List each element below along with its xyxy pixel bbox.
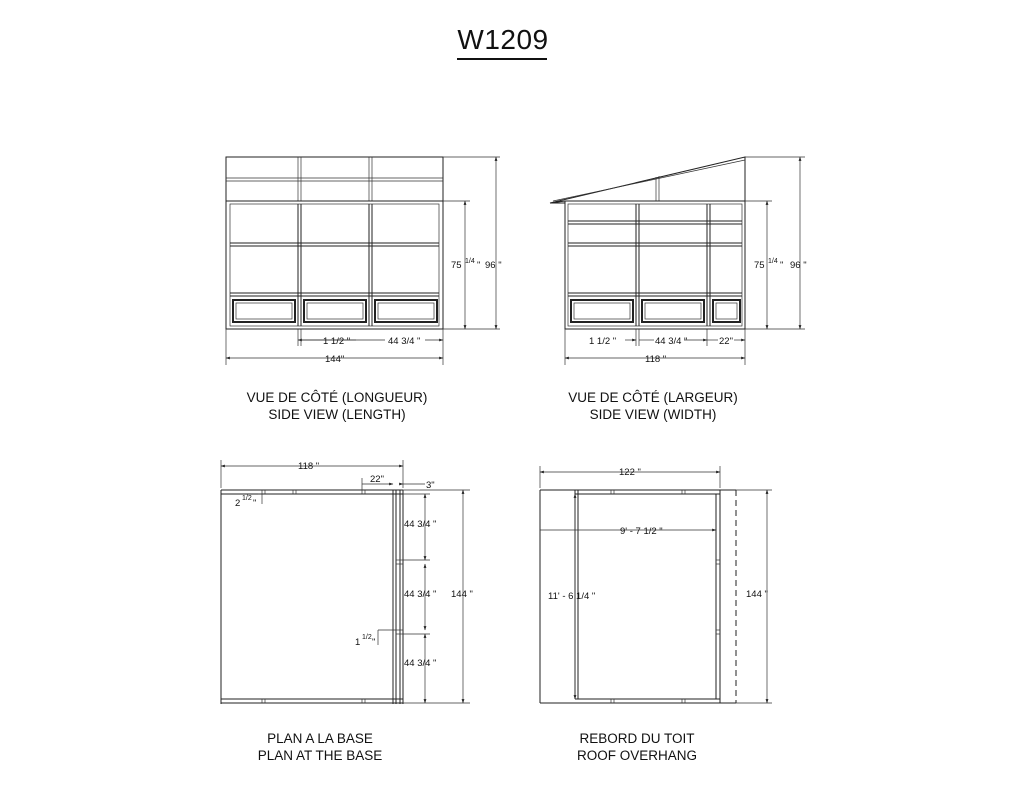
caption-fr: PLAN A LA BASE [267,731,373,746]
roof-overhang [540,466,772,703]
dim-width: 118 " [645,354,667,365]
drawing-title: W1209 [457,24,549,55]
caption-side-width [523,389,783,423]
dim-panel: 44 3/4 " [655,336,688,347]
dim-height-inner: 75 [754,260,765,271]
dim-small-panel: 22" [719,336,733,347]
dim-height-total: 96 " [485,260,502,271]
dim-post: 1 [355,637,361,648]
dim-corner-unit: " [253,498,257,509]
dim-length: 144" [325,354,345,365]
dim-height-inner-unit: " [477,260,481,271]
dim-roof-length: 144 " [746,589,768,600]
roof-overhang-dims [548,467,768,602]
side-view-width-dims [589,258,807,365]
dim-depth-3: 3" [426,480,435,491]
dim-panel-1: 44 3/4 " [404,519,437,530]
dim-corner: 2 [235,498,241,509]
dim-height-inner-frac: 1/4 [768,258,778,265]
caption-en: SIDE VIEW (LENGTH) [268,407,406,422]
dim-height-inner-unit: " [780,260,784,271]
dim-length: 144 " [451,589,473,600]
dim-inner-length: 11' - 6 1/4 " [548,591,596,602]
sloped-roof [550,157,745,203]
caption-en: SIDE VIEW (WIDTH) [589,407,717,422]
dim-panel-2: 44 3/4 " [404,589,437,600]
dim-height-total: 96 " [790,260,807,271]
dim-post-frac: 1/2 [362,634,372,641]
caption-en: ROOF OVERHANG [576,748,697,763]
wall-frame [565,201,745,329]
caption-base-plan [190,730,450,764]
dim-post: 1 1/2 " [589,336,617,347]
dim-panel-3: 44 3/4 " [404,658,437,669]
dim-door: 22" [370,474,384,485]
caption-side-length [207,389,467,423]
roof-band [226,157,443,201]
dim-roof-width: 122 " [619,467,641,478]
side-view-length-dims [323,258,502,365]
caption-fr: VUE DE CÔTÉ (LARGEUR) [568,390,738,405]
caption-en: PLAN AT THE BASE [257,748,383,763]
dim-inner-width: 9' - 7 1/2 " [620,526,663,537]
dim-height-inner: 75 [451,260,462,271]
wall-frame [226,201,443,329]
base-plan-dims [235,461,473,669]
side-view-width [550,157,805,365]
caption-fr: REBORD DU TOIT [579,731,695,746]
dim-corner-frac: 1/2 [242,495,252,502]
caption-roof-overhang [507,730,767,764]
dim-width: 118 " [298,461,320,472]
caption-fr: VUE DE CÔTÉ (LONGUEUR) [246,390,428,405]
dim-post: 1 1/2 " [323,336,351,347]
dim-post-unit: " [372,637,376,648]
dim-height-inner-frac: 1/4 [465,258,475,265]
dim-panel: 44 3/4 " [388,336,421,347]
